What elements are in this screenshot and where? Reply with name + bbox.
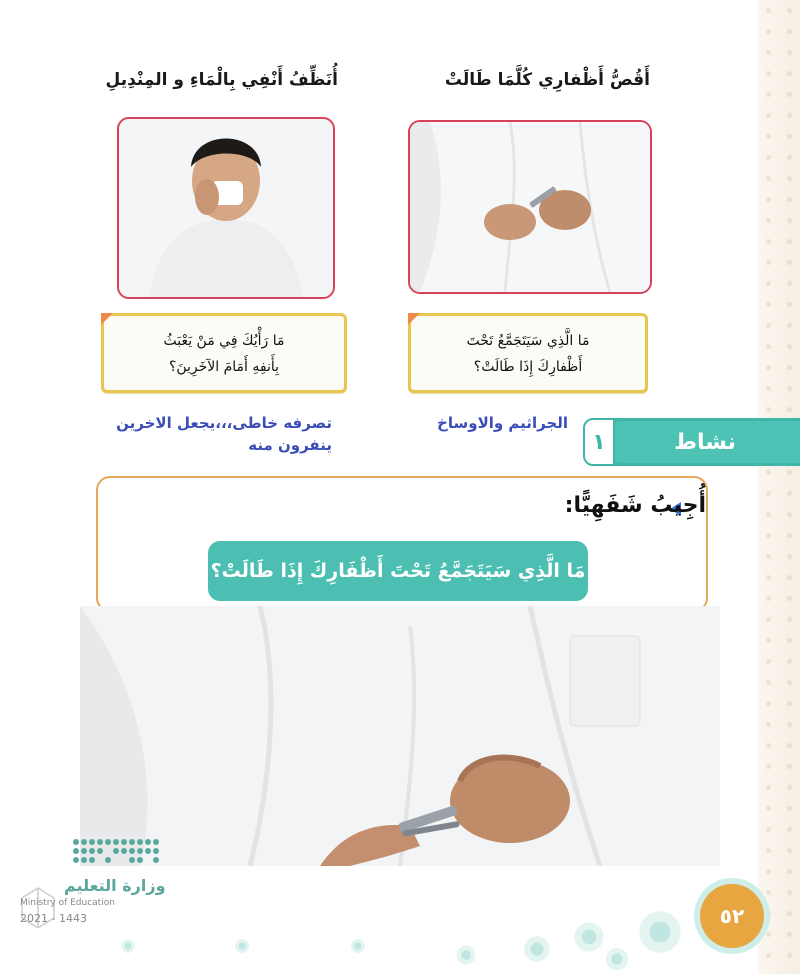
question-line: بِأَنفِهِ أَمَامَ الآخَرِينَ؟	[168, 359, 280, 375]
handwritten-answer-nose	[116, 412, 332, 456]
question-line: مَا رَأْيُكَ فِي مَنْ يَعْبَثُ	[163, 333, 285, 349]
answer-line: تصرفه خاطى،،،يجعل الاخرين	[116, 414, 332, 432]
decorative-rosette	[120, 938, 136, 954]
large-photo-cutting-nails	[80, 606, 720, 866]
question-line: أَظْفارِكَ إِذَا طَالَتْ؟	[473, 359, 583, 375]
large-nail-clipping-illustration	[80, 606, 720, 866]
caption-clean-nose: أُنَظِّفُ أَنْفِي بِالْمَاءِ و المِنْدِيلِ	[105, 70, 338, 90]
boy-blowing-nose-illustration	[119, 119, 333, 297]
decorative-rosette	[604, 946, 630, 972]
edition-year: 2021 - 1443	[20, 912, 87, 925]
nail-clipping-illustration	[410, 122, 650, 292]
activity-number: ١	[583, 418, 615, 466]
oral-question: مَا الَّذِي سَيَتَجَمَّعُ تَحْتَ أَظْفَارِكَ إِذَا طَالَتْ؟	[208, 541, 588, 601]
decorative-side-pattern	[758, 0, 800, 974]
ministry-name-english: Ministry of Education	[20, 898, 115, 908]
decorative-rosette	[636, 908, 684, 956]
photo-boy-tissue	[117, 117, 335, 299]
handwritten-answer-nails: الجراثيم والاوساخ	[437, 414, 568, 432]
decorative-rosette	[455, 944, 477, 966]
oral-answer-title: أُجِيبُ شَفَهِيًّا:	[564, 493, 706, 518]
decorative-rosette	[234, 938, 250, 954]
photo-cutting-nails	[408, 120, 652, 294]
caption-cut-nails: أَقُصُّ أَظْفارِي كُلَّمَا طَالَتْ	[444, 70, 650, 90]
question-box-nose	[101, 313, 347, 393]
question-line: مَا الَّذِي سَيَتَجَمَّعُ تَحْتَ	[466, 333, 590, 349]
decorative-rosette	[350, 938, 366, 954]
ministry-name-arabic: وزارة التعليم	[64, 876, 166, 895]
decorative-rosette	[572, 920, 606, 954]
question-box-nails	[408, 313, 648, 393]
decorative-rosette	[522, 934, 552, 964]
answer-line: ينفرون منه	[248, 436, 332, 454]
activity-label: نشاط	[610, 421, 800, 463]
page-number-badge: ٥٢	[700, 884, 764, 948]
